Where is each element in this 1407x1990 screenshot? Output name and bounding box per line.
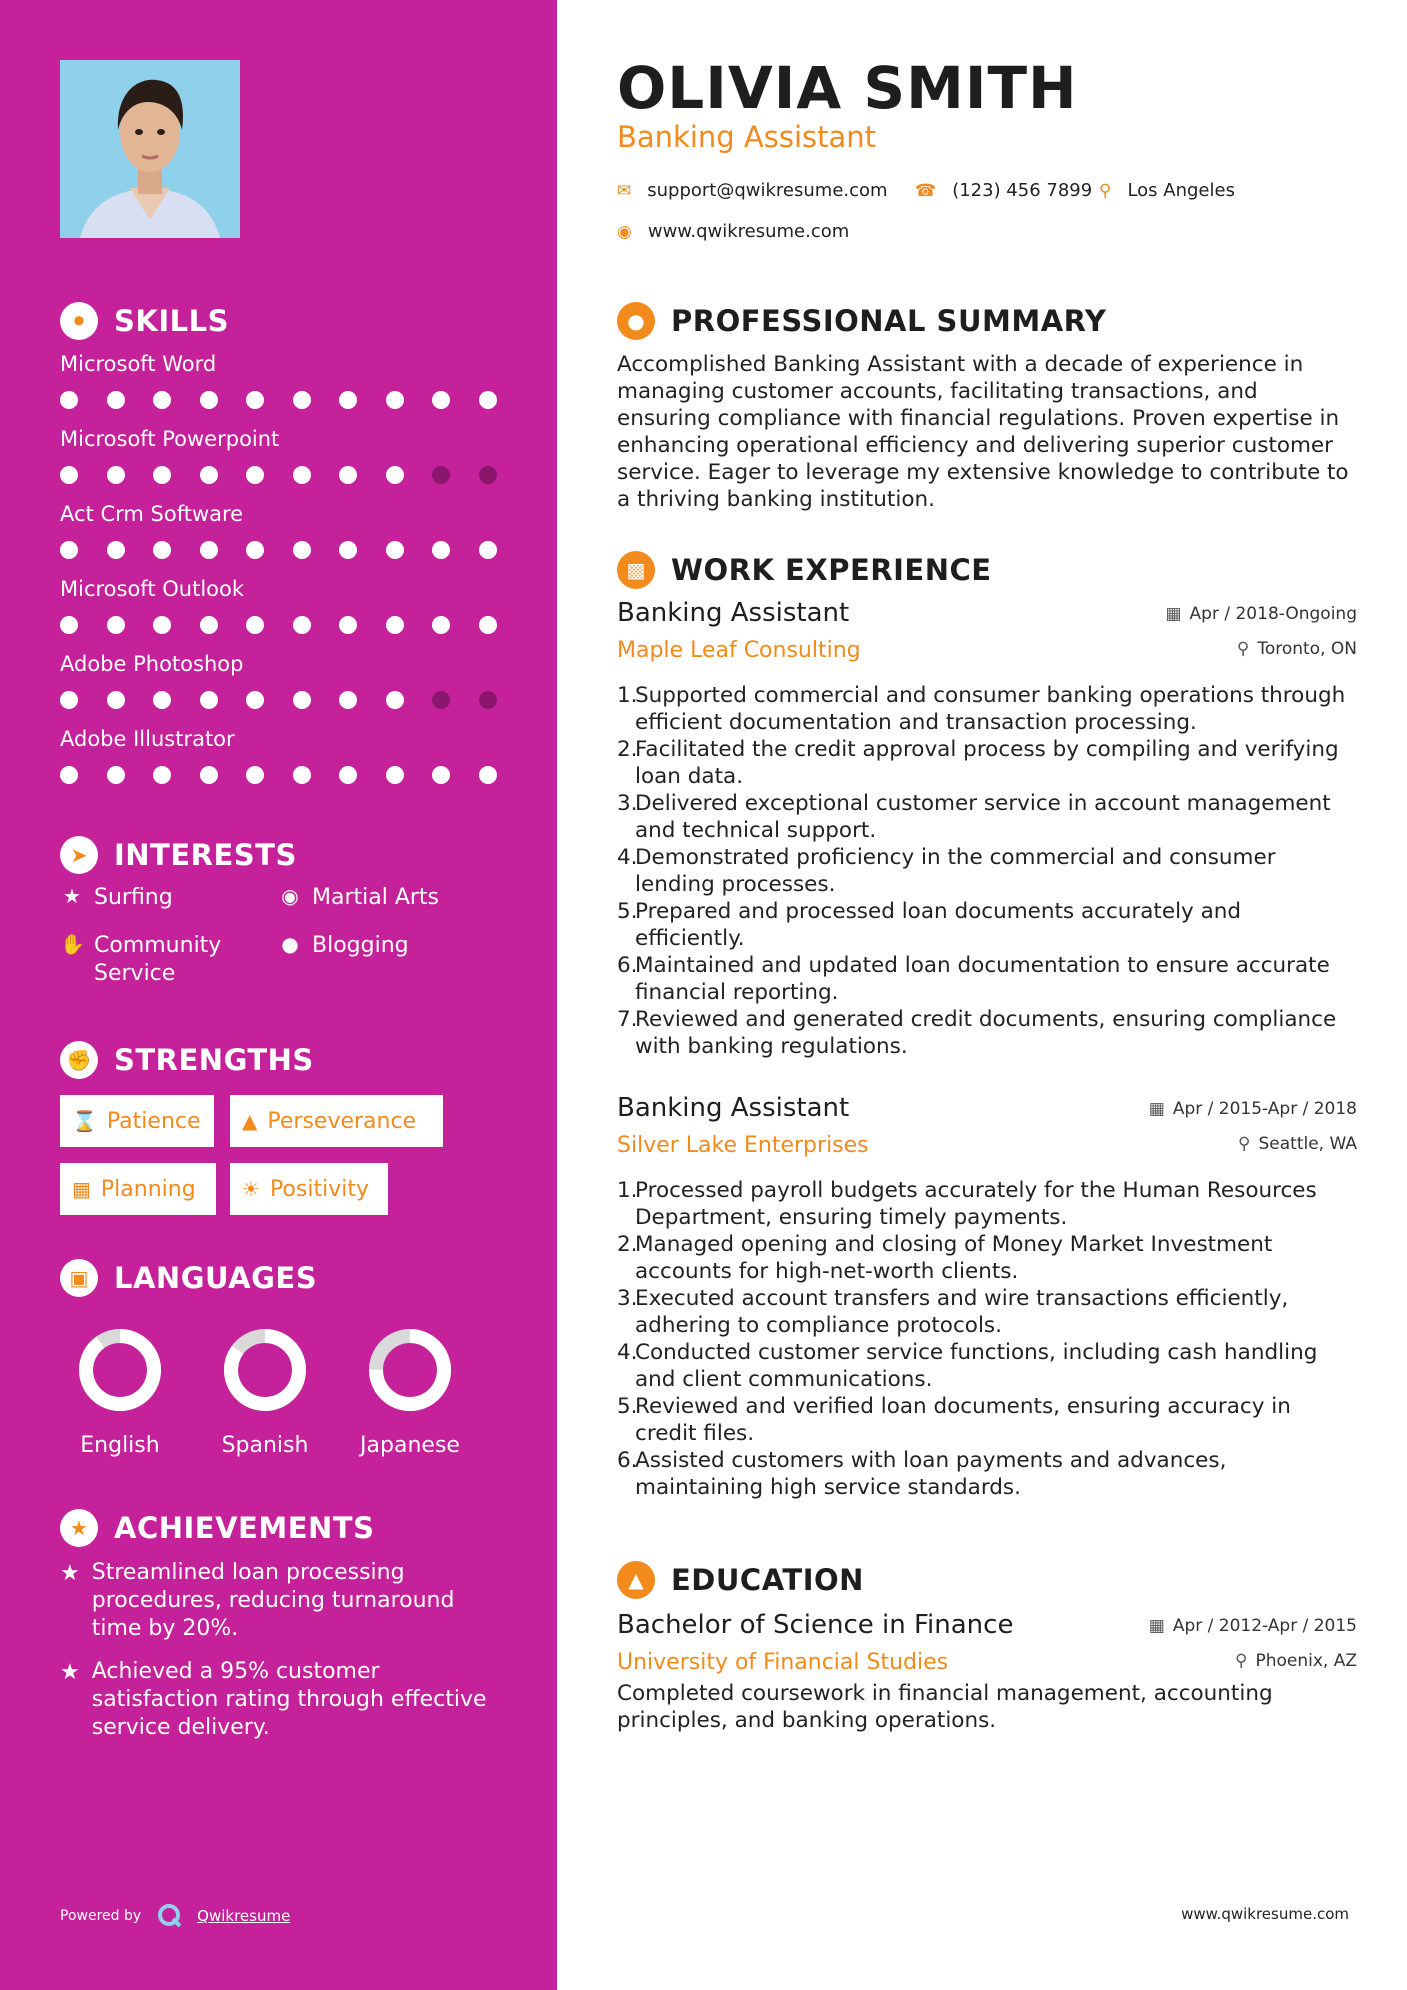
website-text: www.qwikresume.com — [647, 221, 850, 242]
interest-item — [278, 932, 409, 960]
achievement-text: Achieved a 95% customer satisfaction rating through effective service delivery. — [91, 1659, 487, 1740]
rating-dot — [153, 766, 171, 784]
fist-icon: ✊ — [60, 1041, 98, 1079]
bullet-number: 4. — [617, 845, 638, 870]
strength-label: Planning — [100, 1176, 196, 1202]
strength-badge — [230, 1163, 388, 1215]
rating-dot — [293, 616, 311, 634]
job-entry — [617, 1093, 1357, 1501]
job-bullets — [617, 682, 1357, 1060]
rating-dot — [339, 616, 357, 634]
rating-dot — [107, 541, 125, 559]
lightbulb-icon: ⚫ — [60, 302, 98, 340]
rating-dot — [153, 541, 171, 559]
interests-heading — [60, 836, 297, 874]
user-icon: ● — [617, 302, 655, 340]
skill-rating — [60, 766, 525, 784]
school: University of Financial Studies — [617, 1650, 949, 1675]
rating-dot — [432, 541, 450, 559]
rating-dot — [386, 391, 404, 409]
languages-title: LANGUAGES — [114, 1261, 318, 1295]
interest-label: Surfing — [94, 885, 173, 910]
sun-icon: ☀ — [242, 1177, 260, 1201]
interests-title: INTERESTS — [114, 838, 297, 872]
language-proficiency-ring — [75, 1325, 165, 1415]
job-bullet — [617, 1231, 1357, 1285]
job-bullet — [617, 1339, 1357, 1393]
language-label: English — [80, 1433, 160, 1458]
rating-dot — [386, 766, 404, 784]
experience-heading — [617, 551, 992, 589]
bullet-text: Supported commercial and consumer banking operations through efficient documentation and transaction processing. — [635, 683, 1346, 735]
job-location-text: Toronto, ON — [1257, 639, 1357, 659]
skill-rating — [60, 466, 525, 484]
road-icon: ▲ — [242, 1109, 258, 1133]
rating-dot — [200, 466, 218, 484]
achievements-title: ACHIEVEMENTS — [114, 1511, 375, 1545]
candidate-title: Banking Assistant — [617, 120, 877, 154]
strength-badge — [60, 1095, 214, 1147]
interest-item — [60, 932, 260, 988]
language-item — [350, 1325, 470, 1458]
contact-phone — [915, 180, 1092, 201]
rating-dot — [246, 616, 264, 634]
job-role: Banking Assistant — [617, 598, 850, 628]
summary-text: Accomplished Banking Assistant with a decade of experience in managing customer accounts, facilitating transactions, and ensuring compliance with financial regulations. Proven expertise in enhancing operational efficiency and delivering superior customer service. Eager to leverage my extensive knowledge to contribute to a thriving banking institution. — [617, 352, 1349, 512]
rating-dot — [60, 766, 78, 784]
footer-url[interactable]: www.qwikresume.com — [1181, 1905, 1349, 1923]
strength-label: Perseverance — [267, 1108, 417, 1134]
interest-label: Martial Arts — [312, 885, 440, 910]
star-badge-icon: ★ — [60, 1509, 98, 1547]
bullet-number: 6. — [617, 1448, 638, 1473]
calendar-icon: ▦ — [1148, 1616, 1165, 1636]
edu-location-text: Phoenix, AZ — [1255, 1651, 1357, 1671]
achievement-item — [60, 1658, 490, 1742]
edu-date-text: Apr / 2012-Apr / 2015 — [1172, 1616, 1357, 1636]
job-bullet — [617, 952, 1357, 1006]
interest-item — [278, 884, 439, 912]
hourglass-icon: ⌛ — [72, 1109, 97, 1133]
rating-dot — [60, 541, 78, 559]
rating-dot — [479, 391, 497, 409]
bullet-text: Maintained and updated loan documentation to ensure accurate financial reporting. — [635, 953, 1330, 1005]
skills-heading — [60, 302, 229, 340]
calendar-icon: ▦ — [72, 1177, 91, 1201]
rating-dot — [293, 691, 311, 709]
education-entry — [617, 1610, 1357, 1734]
bullet-number: 5. — [617, 899, 638, 924]
briefcase-icon: ▩ — [617, 551, 655, 589]
rating-dot — [107, 391, 125, 409]
skill-name: Microsoft Powerpoint — [60, 427, 280, 451]
skill-name: Adobe Illustrator — [60, 727, 235, 751]
language-item — [205, 1325, 325, 1458]
bullet-text: Facilitated the credit approval process by compiling and verifying loan data. — [635, 737, 1339, 789]
strength-badge — [60, 1163, 216, 1215]
summary-title: PROFESSIONAL SUMMARY — [671, 304, 1107, 338]
edu-location — [1235, 1651, 1357, 1671]
summary-heading — [617, 302, 1106, 340]
contact-website[interactable] — [617, 221, 849, 242]
shooting-star-icon: ★ — [60, 1660, 80, 1685]
bullet-number: 7. — [617, 1007, 638, 1032]
rating-dot — [153, 616, 171, 634]
bullet-text: Assisted customers with loan payments and advances, maintaining high service standards. — [635, 1448, 1227, 1500]
rating-dot — [386, 616, 404, 634]
profile-photo — [60, 60, 240, 238]
pin-icon: ⚲ — [1236, 639, 1250, 659]
job-company: Silver Lake Enterprises — [617, 1133, 869, 1158]
rating-dot — [339, 541, 357, 559]
rating-dot — [60, 616, 78, 634]
rating-dot — [339, 766, 357, 784]
bullet-text: Managed opening and closing of Money Market Investment accounts for high-net-worth clients. — [635, 1232, 1273, 1284]
rating-dot — [293, 541, 311, 559]
map-pin-icon: ⚲ — [1099, 180, 1112, 201]
rating-dot — [107, 766, 125, 784]
job-bullet — [617, 790, 1357, 844]
rating-dot — [200, 541, 218, 559]
rating-dot — [293, 466, 311, 484]
bullet-text: Delivered exceptional customer service in account management and technical support. — [635, 791, 1331, 843]
pin-icon: ⚲ — [1235, 1651, 1248, 1671]
job-bullet — [617, 1006, 1357, 1060]
bullet-number: 3. — [617, 791, 638, 816]
rating-dot — [386, 466, 404, 484]
location-text: Los Angeles — [1127, 180, 1235, 201]
job-bullet — [617, 844, 1357, 898]
strengths-title: STRENGTHS — [114, 1043, 314, 1077]
edu-date — [1149, 1616, 1357, 1636]
envelope-icon: ✉ — [617, 180, 632, 201]
language-label: Japanese — [360, 1433, 460, 1458]
bullet-number: 2. — [617, 1232, 638, 1257]
rating-dot — [246, 391, 264, 409]
rating-dot — [339, 466, 357, 484]
job-date — [1149, 1099, 1357, 1119]
job-bullet — [617, 1285, 1357, 1339]
rating-dot — [200, 691, 218, 709]
phone-text: (123) 456 7899 — [952, 180, 1093, 201]
globe-icon: ◉ — [281, 884, 299, 908]
skill-rating — [60, 541, 525, 559]
rating-dot — [432, 466, 450, 484]
bullet-text: Reviewed and verified loan documents, ensuring accuracy in credit files. — [635, 1394, 1291, 1446]
contact-location — [1099, 180, 1235, 201]
paper-plane-icon: ➤ — [60, 836, 98, 874]
rating-dot — [153, 391, 171, 409]
job-date-text: Apr / 2018-Ongoing — [1189, 604, 1357, 624]
rating-dot — [153, 691, 171, 709]
calendar-icon: ▦ — [1165, 604, 1182, 624]
interest-label: Blogging — [312, 933, 409, 958]
job-bullets — [617, 1177, 1357, 1501]
degree: Bachelor of Science in Finance — [617, 1610, 1014, 1640]
rating-dot — [339, 691, 357, 709]
strength-badge — [230, 1095, 443, 1147]
rating-dot — [432, 616, 450, 634]
strength-label: Positivity — [269, 1176, 369, 1202]
powered-by — [60, 1903, 290, 1929]
bullet-text: Executed account transfers and wire transactions efficiently, adhering to compliance protocols. — [635, 1286, 1289, 1338]
interest-item — [60, 884, 173, 912]
job-company: Maple Leaf Consulting — [617, 638, 861, 663]
rating-dot — [200, 616, 218, 634]
bullet-number: 5. — [617, 1394, 638, 1419]
qwikresume-link[interactable]: Qwikresume — [197, 1907, 291, 1925]
rating-dot — [479, 466, 497, 484]
achievements-heading — [60, 1509, 374, 1547]
star-icon: ★ — [63, 884, 81, 908]
job-location — [1238, 1134, 1357, 1154]
rating-dot — [386, 541, 404, 559]
calendar-icon: ▦ — [1148, 1099, 1165, 1119]
rating-dot — [246, 541, 264, 559]
job-location — [1237, 639, 1357, 659]
job-bullet — [617, 1177, 1357, 1231]
users-icon: ● — [281, 932, 299, 956]
sidebar — [0, 0, 557, 1990]
skill-name: Microsoft Outlook — [60, 577, 245, 601]
rating-dot — [432, 391, 450, 409]
strengths-heading — [60, 1041, 314, 1079]
pin-icon: ⚲ — [1238, 1134, 1251, 1154]
bullet-text: Demonstrated proficiency in the commercial and consumer lending processes. — [635, 845, 1276, 897]
job-date-text: Apr / 2015-Apr / 2018 — [1172, 1099, 1357, 1119]
job-role: Banking Assistant — [617, 1093, 850, 1123]
email-text: support@qwikresume.com — [647, 180, 888, 201]
skill-name: Adobe Photoshop — [60, 652, 244, 676]
rating-dot — [60, 391, 78, 409]
skills-title: SKILLS — [114, 304, 229, 338]
language-proficiency-ring — [365, 1325, 455, 1415]
bullet-text: Prepared and processed loan documents accurately and efficiently. — [635, 899, 1242, 951]
education-title: EDUCATION — [671, 1563, 864, 1597]
rating-dot — [200, 391, 218, 409]
rating-dot — [293, 766, 311, 784]
language-icon: ▣ — [60, 1259, 98, 1297]
powered-by-label: Powered by — [60, 1908, 142, 1924]
job-bullet — [617, 1447, 1357, 1501]
ring-fill — [86, 1336, 154, 1404]
contact-email[interactable] — [617, 180, 888, 201]
rating-dot — [339, 391, 357, 409]
bullet-number: 6. — [617, 953, 638, 978]
bullet-number: 1. — [617, 1178, 638, 1203]
rating-dot — [479, 616, 497, 634]
bullet-number: 2. — [617, 737, 638, 762]
bullet-number: 1. — [617, 683, 638, 708]
job-date — [1165, 604, 1357, 624]
rating-dot — [200, 766, 218, 784]
rating-dot — [432, 766, 450, 784]
rating-dot — [432, 691, 450, 709]
rating-dot — [246, 766, 264, 784]
rating-dot — [479, 766, 497, 784]
languages-heading — [60, 1259, 317, 1297]
bullet-number: 4. — [617, 1340, 638, 1365]
candidate-name: OLIVIA SMITH — [617, 54, 1078, 122]
rating-dot — [153, 466, 171, 484]
rating-dot — [479, 691, 497, 709]
achievement-text: Streamlined loan processing procedures, reducing turnaround time by 20%. — [91, 1560, 455, 1641]
job-bullet — [617, 1393, 1357, 1447]
main-content — [557, 0, 1407, 1990]
achievement-item — [60, 1559, 490, 1643]
education-heading — [617, 1561, 864, 1599]
skill-rating — [60, 691, 525, 709]
rating-dot — [386, 691, 404, 709]
language-proficiency-ring — [220, 1325, 310, 1415]
bullet-text: Reviewed and generated credit documents, ensuring compliance with banking regulations. — [635, 1007, 1337, 1059]
bullet-number: 3. — [617, 1286, 638, 1311]
job-location-text: Seattle, WA — [1258, 1134, 1357, 1154]
bullet-text: Processed payroll budgets accurately for the Human Resources Department, ensuring timely payments. — [635, 1178, 1317, 1230]
rating-dot — [107, 691, 125, 709]
job-bullet — [617, 898, 1357, 952]
shooting-star-icon: ★ — [60, 1561, 80, 1586]
rating-dot — [60, 466, 78, 484]
qwikresume-logo-icon — [157, 1903, 183, 1929]
rating-dot — [246, 466, 264, 484]
hand-icon: ✋ — [60, 932, 85, 956]
skill-rating — [60, 391, 525, 409]
rating-dot — [246, 691, 264, 709]
education-text: Completed coursework in financial management, accounting principles, and banking operations. — [617, 1681, 1273, 1733]
bullet-text: Conducted customer service functions, including cash handling and client communications. — [635, 1340, 1318, 1392]
rating-dot — [107, 616, 125, 634]
rating-dot — [293, 391, 311, 409]
skill-rating — [60, 616, 525, 634]
experience-title: WORK EXPERIENCE — [671, 553, 992, 587]
interest-label: Community Service — [94, 933, 222, 986]
globe-icon: ◉ — [617, 221, 632, 242]
language-label: Spanish — [221, 1433, 309, 1458]
skill-name: Act Crm Software — [60, 502, 244, 526]
rating-dot — [479, 541, 497, 559]
phone-icon: ☎ — [915, 180, 937, 201]
job-bullet — [617, 682, 1357, 736]
skill-name: Microsoft Word — [60, 352, 217, 376]
rating-dot — [60, 691, 78, 709]
job-bullet — [617, 736, 1357, 790]
graduation-cap-icon: ▲ — [617, 1561, 655, 1599]
strength-label: Patience — [106, 1108, 201, 1134]
job-entry — [617, 598, 1357, 1060]
rating-dot — [107, 466, 125, 484]
language-item — [60, 1325, 180, 1458]
